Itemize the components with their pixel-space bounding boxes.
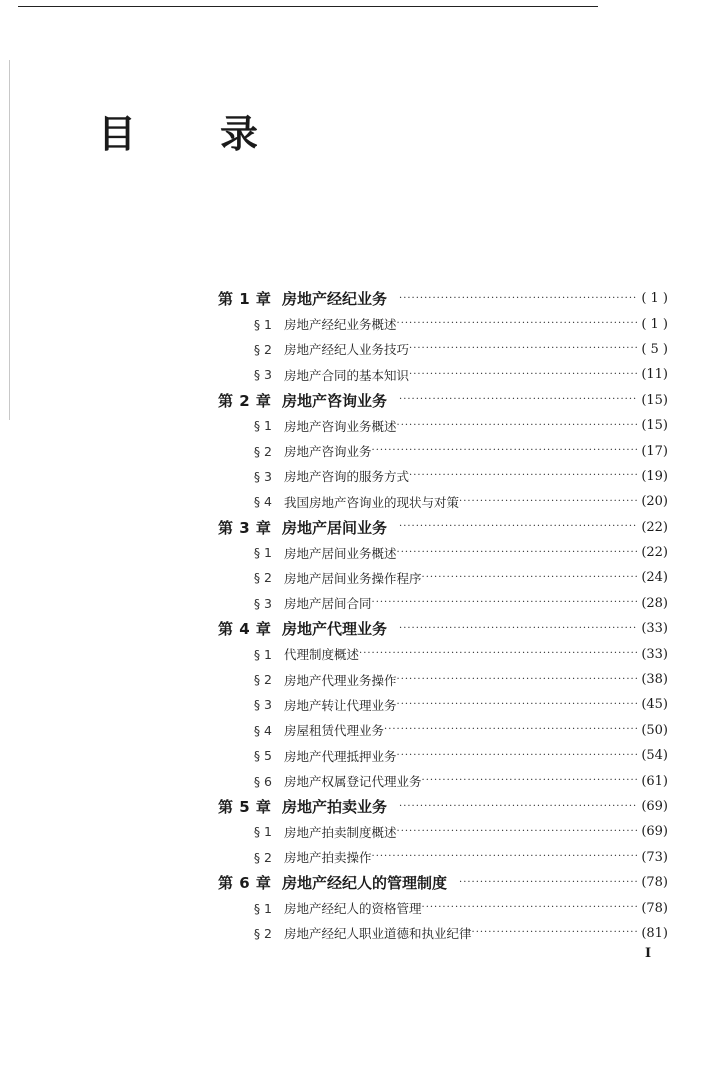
chapter-number: 第 1 章 xyxy=(218,290,272,309)
page-reference: (69) xyxy=(641,799,668,814)
toc-section-entry xyxy=(218,845,668,870)
section-number: § 1 xyxy=(253,646,272,662)
toc-section-entry xyxy=(218,921,668,946)
page-reference: (17) xyxy=(641,443,668,459)
page-edge-shadow xyxy=(9,60,10,420)
toc-section-entry xyxy=(218,438,668,463)
dot-leader xyxy=(397,827,638,837)
page-reference: ( 5 ) xyxy=(641,341,668,357)
section-title: 代理制度概述 xyxy=(284,647,360,663)
section-title: 房地产咨询业务 xyxy=(284,444,372,460)
chapter-number: 第 3 章 xyxy=(218,518,272,537)
page-reference: (45) xyxy=(641,697,668,713)
chapter-title: 房地产咨询业务 xyxy=(282,391,388,410)
section-title: 房地产经纪人业务技巧 xyxy=(284,342,410,358)
toc-section-entry xyxy=(218,565,668,590)
toc-section-entry xyxy=(218,768,668,793)
section-title: 房地产拍卖操作 xyxy=(284,850,372,866)
section-number: § 1 xyxy=(253,418,272,434)
dot-leader xyxy=(399,624,638,634)
section-title: 房地产权属登记代理业务 xyxy=(284,774,422,790)
chapter-title: 房地产拍卖业务 xyxy=(282,798,388,816)
toc-chapter-entry xyxy=(218,515,668,540)
section-number: § 3 xyxy=(253,697,272,713)
page-reference: (11) xyxy=(641,367,668,383)
toc-section-entry xyxy=(218,362,668,387)
section-title: 房地产经纪业务概述 xyxy=(284,317,397,333)
top-rule xyxy=(18,6,598,7)
dot-leader xyxy=(399,802,638,812)
section-title: 我国房地产咨询业的现状与对策 xyxy=(284,494,460,510)
toc-chapter-entry xyxy=(218,870,668,895)
section-title: 房地产经纪人职业道德和执业纪律 xyxy=(284,926,472,942)
section-number: § 1 xyxy=(253,545,272,561)
page-reference: (73) xyxy=(641,849,668,865)
toc-section-entry xyxy=(218,413,668,438)
section-number: § 3 xyxy=(253,468,272,484)
page-reference: (33) xyxy=(641,621,668,637)
section-number: § 2 xyxy=(253,570,272,586)
chapter-title: 房地产代理业务 xyxy=(282,620,388,639)
section-title: 房地产居间业务操作程序 xyxy=(284,570,422,586)
section-title: 房地产代理抵押业务 xyxy=(284,748,397,764)
toc-section-entry xyxy=(218,464,668,489)
toc-section-entry xyxy=(218,718,668,743)
section-title: 房地产咨询的服务方式 xyxy=(284,469,410,485)
dot-leader xyxy=(409,344,638,354)
dot-leader xyxy=(459,497,638,507)
page-reference: (81) xyxy=(641,925,668,941)
section-number: § 2 xyxy=(253,443,272,459)
page-reference: (24) xyxy=(641,570,668,586)
section-number: § 3 xyxy=(253,367,272,383)
page-reference: (22) xyxy=(641,519,668,535)
dot-leader xyxy=(399,522,638,532)
dot-leader xyxy=(422,573,638,583)
dot-leader xyxy=(397,751,638,761)
dot-leader xyxy=(397,548,638,558)
page-reference: (19) xyxy=(641,468,668,484)
dot-leader xyxy=(422,903,638,913)
toc-section-entry xyxy=(218,641,668,666)
dot-leader xyxy=(372,598,638,608)
section-number: § 6 xyxy=(253,773,272,789)
section-title: 房地产经纪人的资格管理 xyxy=(284,901,422,917)
section-number: § 1 xyxy=(253,316,272,332)
toc-section-entry xyxy=(218,337,668,362)
section-number: § 1 xyxy=(253,824,272,840)
dot-leader xyxy=(459,878,638,888)
section-number: § 4 xyxy=(253,722,272,738)
dot-leader xyxy=(397,421,638,431)
toc-chapter-entry xyxy=(218,388,668,413)
page-reference: (33) xyxy=(641,646,668,662)
chapter-title: 房地产经纪人的管理制度 xyxy=(282,874,448,893)
toc-chapter-entry xyxy=(218,616,668,641)
section-title: 房地产转让代理业务 xyxy=(284,697,397,713)
page-reference: ( 1 ) xyxy=(641,316,668,332)
section-number: § 1 xyxy=(253,900,272,916)
section-number: § 2 xyxy=(253,925,272,941)
page-reference: (15) xyxy=(641,418,668,434)
toc-section-entry xyxy=(218,819,668,844)
page-reference: (50) xyxy=(641,722,668,738)
dot-leader xyxy=(397,675,638,685)
section-title: 房地产拍卖制度概述 xyxy=(284,824,397,840)
page-title-char-1: 目 xyxy=(98,111,137,156)
page-reference: (20) xyxy=(641,494,668,510)
page-title xyxy=(98,104,258,156)
section-title: 房地产居间业务概述 xyxy=(284,545,397,561)
section-number: § 4 xyxy=(253,494,272,510)
dot-leader xyxy=(399,395,638,405)
dot-leader xyxy=(372,852,638,862)
toc-section-entry xyxy=(218,692,668,717)
dot-leader xyxy=(422,776,638,786)
chapter-number: 第 4 章 xyxy=(218,620,272,639)
dot-leader xyxy=(359,649,638,659)
dot-leader xyxy=(397,700,638,710)
toc-section-entry xyxy=(218,591,668,616)
page-reference: (28) xyxy=(641,595,668,611)
chapter-title: 房地产经纪业务 xyxy=(282,290,388,309)
page-reference: (78) xyxy=(641,875,668,891)
dot-leader xyxy=(397,319,638,329)
toc-section-entry xyxy=(218,489,668,514)
section-title: 房地产居间合同 xyxy=(284,596,372,612)
toc-section-entry xyxy=(218,895,668,920)
section-title: 房地产咨询业务概述 xyxy=(284,418,397,434)
section-number: § 2 xyxy=(253,341,272,357)
page-title-char-2: 录 xyxy=(219,111,258,156)
toc-section-entry xyxy=(218,743,668,768)
page-reference: (61) xyxy=(641,773,668,789)
dot-leader xyxy=(372,446,638,456)
page-reference: (54) xyxy=(641,748,668,764)
dot-leader xyxy=(472,928,638,938)
toc-section-entry xyxy=(218,667,668,692)
section-title: 房地产合同的基本知识 xyxy=(284,367,410,383)
section-number: § 5 xyxy=(253,748,272,764)
dot-leader xyxy=(399,294,638,304)
page-reference: (78) xyxy=(641,900,668,916)
section-title: 房地产代理业务操作 xyxy=(284,672,397,688)
chapter-number: 第 6 章 xyxy=(218,874,272,893)
chapter-title: 房地产居间业务 xyxy=(282,518,388,537)
toc-section-entry xyxy=(218,311,668,336)
section-title: 房屋租赁代理业务 xyxy=(284,723,385,739)
chapter-number: 第 2 章 xyxy=(218,391,272,410)
page-number: I xyxy=(645,946,652,961)
dot-leader xyxy=(384,725,638,735)
section-number: § 2 xyxy=(253,672,272,688)
page-reference: ( 1 ) xyxy=(641,291,668,307)
dot-leader xyxy=(409,370,638,380)
section-number: § 3 xyxy=(253,595,272,611)
table-of-contents xyxy=(218,286,668,946)
page-reference: (22) xyxy=(641,545,668,561)
toc-section-entry xyxy=(218,540,668,565)
section-number: § 2 xyxy=(253,849,272,865)
page-reference: (38) xyxy=(641,672,668,688)
dot-leader xyxy=(409,471,638,481)
toc-chapter-entry xyxy=(218,286,668,311)
toc-chapter-entry xyxy=(218,794,668,819)
chapter-number: 第 5 章 xyxy=(218,798,272,816)
page-reference: (15) xyxy=(641,392,668,408)
page-reference: (69) xyxy=(641,824,668,840)
